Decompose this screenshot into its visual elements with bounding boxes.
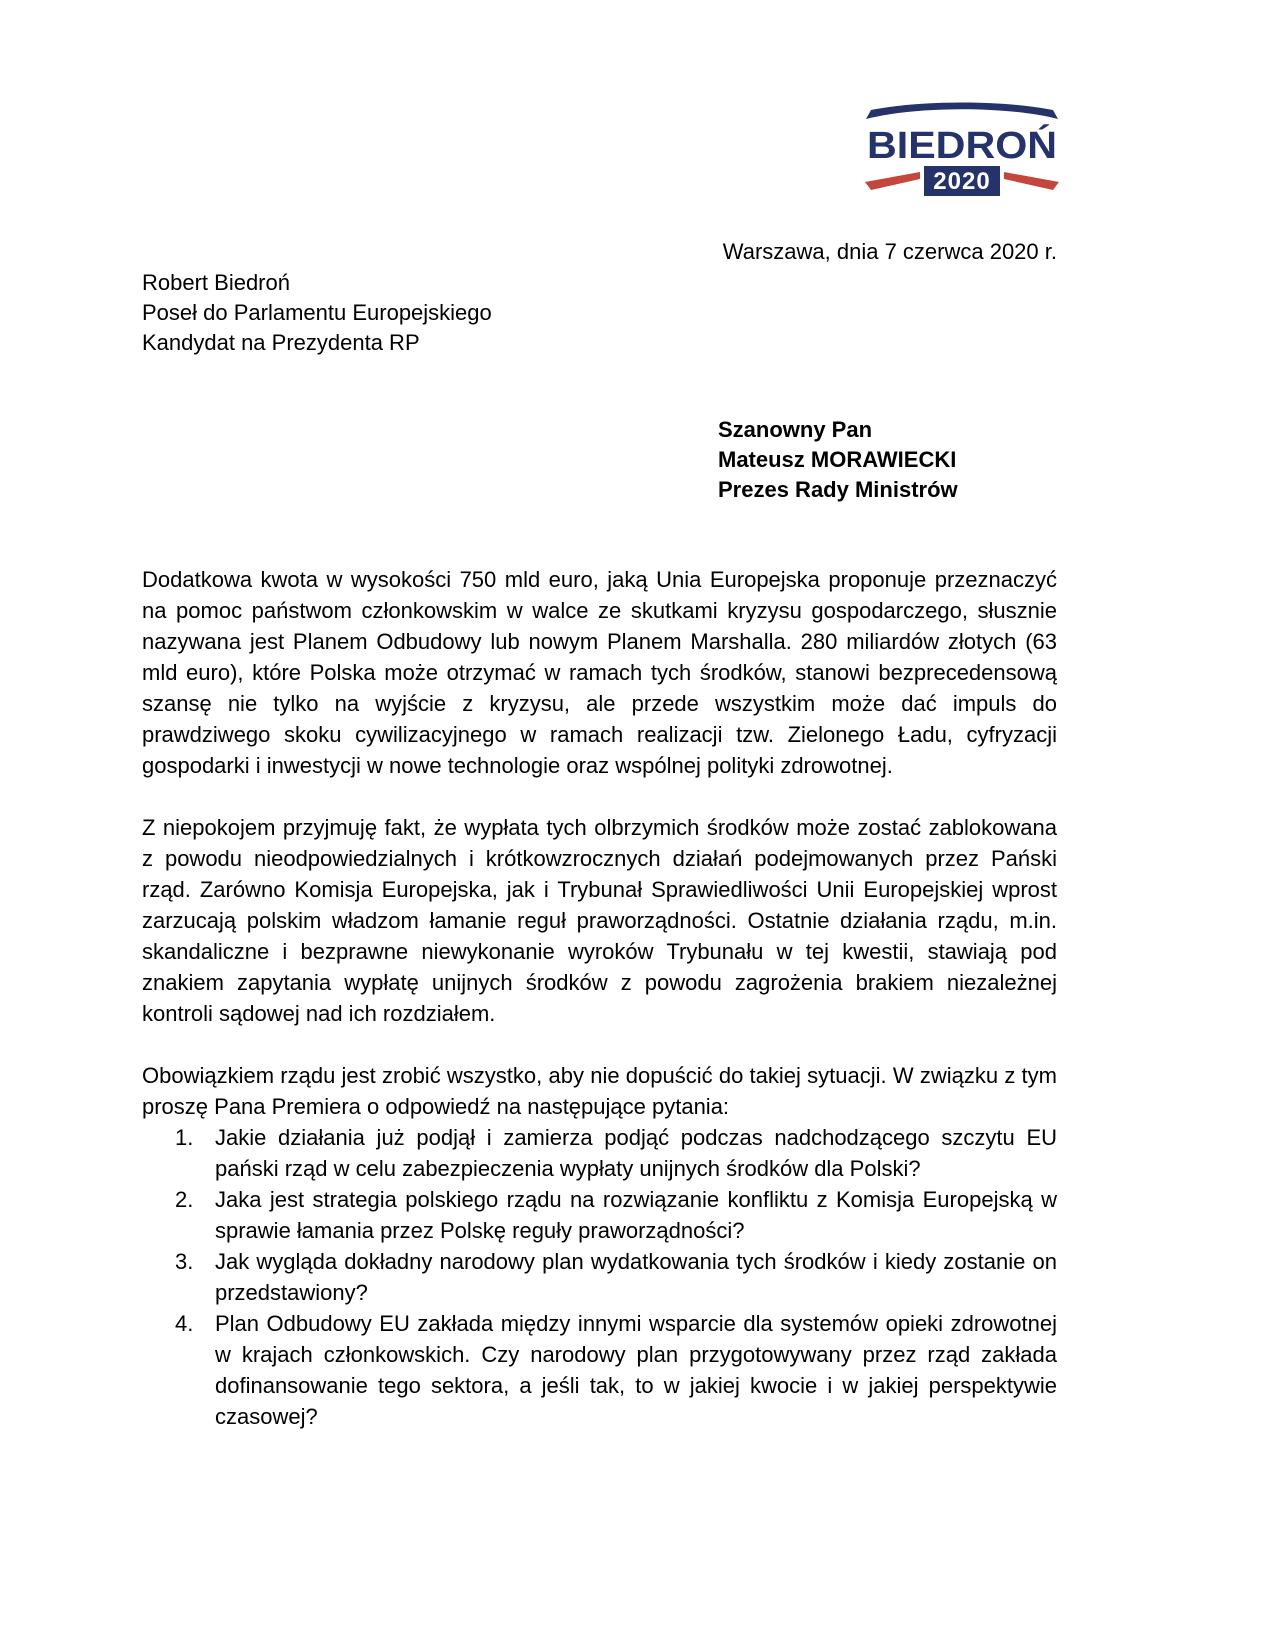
- question-item-1: Jakie działania już podjął i zamierza podjąć podczas nadchodzącego szczytu EU pański rząd w celu zabezpieczenia wypłaty unijnych środków dla Polski?: [215, 1125, 1057, 1181]
- logo-right-red-swoosh: [1004, 172, 1059, 190]
- recipient-title: Prezes Rady Ministrów: [718, 477, 958, 502]
- logo-year-text: 2020: [933, 168, 991, 195]
- recipient-name: Mateusz MORAWIECKI: [718, 447, 957, 472]
- biedron-logo-graphic: [862, 98, 1062, 198]
- logo-wordmark: BIEDROŃ: [867, 125, 1043, 167]
- question-item-4: Plan Odbudowy EU zakłada między innymi wsparcie dla systemów opieki zdrowotnej w krajach członkowskich. Czy narodowy plan przygotowywany przez rząd zakłada dofinansowanie tego sektora, a jeśli tak, to w jakiej kwocie i w jakiej perspektywie czasowej?: [215, 1311, 1057, 1429]
- recipient-salutation: Szanowny Pan: [718, 417, 873, 442]
- paragraph-rule-of-law: Z niepokojem przyjmuję fakt, że wypłata tych olbrzymich środków może zostać zablokowana z powodu nieodpowiedzialnych i krótkowzrocznych działań podejmowanych przez Pański rząd. Zarówno Komisja Europejska, jak i Trybunał Sprawiedliwości Unii Europejskiej wprost zarzucają polskim władzom łamanie reguł praworządności. Ostatnie działania rządu, m.in. skandaliczne i bezprawne niewykonanie wyroków Trybunału w tej kwestii, stawiają pod znakiem zapytania wypłatę unijnych środków z powodu zagrożenia brakiem niezależnej kontroli sądowej nad ich rozdziałem.: [142, 815, 1057, 1026]
- biedron-2020-logo: [862, 98, 1062, 198]
- letter-body: [142, 564, 1057, 1432]
- logo-top-swoosh: [866, 103, 1058, 120]
- date-line: Warszawa, dnia 7 czerwca 2020 r.: [722, 239, 1057, 264]
- paragraph-recovery-plan: Dodatkowa kwota w wysokości 750 mld euro, jaką Unia Europejska proponuje przeznaczyć na pomoc państwom członkowskim w walce ze skutkami kryzysu gospodarczego, słusznie nazywana jest Planem Odbudowy lub nowym Planem Marshalla. 280 miliardów złotych (63 mld euro), które Polska może otrzymać w ramach tych środków, stanowi bezprecedensową szansę nie tylko na wyjście z kryzysu, ale przede wszystkim może dać impuls do prawdziwego skoku cywilizacyjnego w ramach realizacji tzw. Zielonego Ładu, cyfryzacji gospodarki i inwestycji w nowe technologie oraz wspólnej polityki zdrowotnej.: [142, 567, 1057, 778]
- paragraph-questions-intro: Obowiązkiem rządu jest zrobić wszystko, aby nie dopuścić do takiej sytuacji. W związku z tym proszę Pana Premiera o odpowiedź na następujące pytania:: [142, 1063, 1057, 1119]
- questions-list: [142, 1122, 1057, 1432]
- sender-title-2: Kandydat na Prezydenta RP: [142, 330, 420, 355]
- logo-left-red-swoosh: [865, 172, 920, 190]
- sender-title-1: Poseł do Parlamentu Europejskiego: [142, 300, 492, 325]
- question-item-2: Jaka jest strategia polskiego rządu na rozwiązanie konfliktu z Komisja Europejską w sprawie łamania przez Polskę reguły praworządności?: [215, 1187, 1057, 1243]
- recipient-block: [718, 415, 958, 505]
- sender-block: [142, 268, 492, 358]
- sender-name: Robert Biedroń: [142, 270, 290, 295]
- question-item-3: Jak wygląda dokładny narodowy plan wydatkowania tych środków i kiedy zostanie on przedstawiony?: [215, 1249, 1057, 1305]
